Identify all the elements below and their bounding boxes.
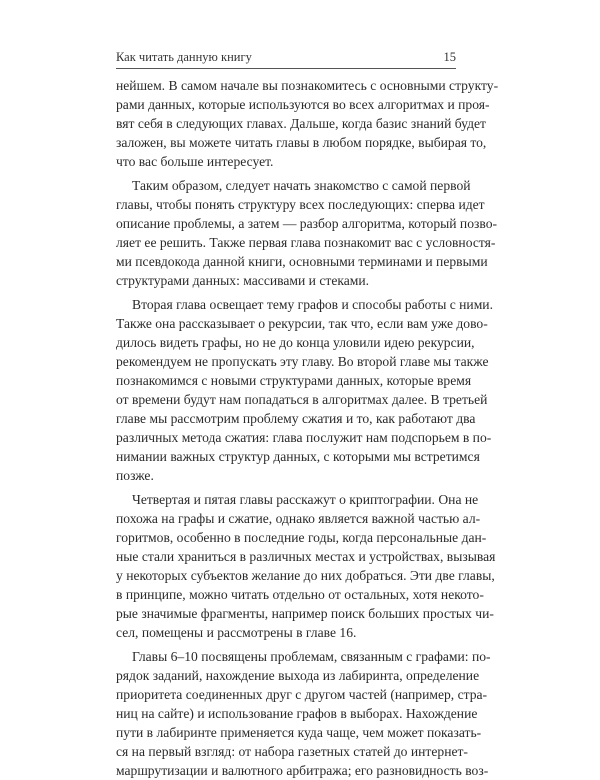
text-line: заложен, вы можете читать главы в любом порядке, выбирая то, (116, 135, 487, 150)
text-line: ми псевдокода данной книги, основными терминами и первыми (116, 254, 488, 269)
text-line: главы, чтобы понять структуру всех последующих: сперва идет (116, 197, 485, 212)
text-line: похожа на графы и сжатие, однако является важной частью ал- (116, 511, 481, 526)
paragraph (116, 647, 491, 780)
text-line: позже. (116, 468, 154, 483)
text-line: в принципе, можно читать отдельно от остальных, хотя некото- (116, 587, 484, 602)
text-line: рекомендуем не пропускать эту главу. Во второй главе мы также (116, 354, 489, 369)
text-line: от времени будут нам попадаться в алгоритмах далее. В третьей (116, 392, 488, 407)
text-line: Также она рассказывает о рекурсии, так что, если вам уже дово- (116, 316, 488, 331)
paragraph (116, 295, 493, 485)
text-line: познакомимся с новыми структурами данных, которые время (116, 373, 472, 388)
text-line: различных метода сжатия: глава послужит нам подспорьем в по- (116, 430, 492, 445)
body-text (116, 76, 499, 780)
text-line: маршрутизации и валютного арбитража; его разновидность воз- (116, 763, 489, 778)
text-line: ляет ее решить. Также первая глава познакомит вас с условностя- (116, 235, 496, 250)
text-line: Таким образом, следует начать знакомство с самой первой (132, 178, 471, 193)
text-line: рые значимые фрагменты, например поиск больших простых чи- (116, 606, 494, 621)
text-line: ные стали храниться в различных местах и устройствах, вызывая (116, 549, 496, 564)
paragraph (116, 76, 499, 171)
text-line: рами данных, которые используются во всех алгоритмах и проя- (116, 97, 490, 112)
paragraph (116, 176, 498, 290)
running-header (116, 50, 456, 70)
text-line: структурами данных: массивами и стеками. (116, 273, 370, 288)
text-line: вят себя в следующих главах. Дальше, когда базис знаний будет (116, 116, 486, 131)
text-line: рядок заданий, нахождение выхода из лабиринта, определение (116, 668, 480, 683)
text-line: приоритета соединенных друг с другом частей (например, стра- (116, 687, 488, 702)
text-line: Главы 6–10 посвящены проблемам, связанным с графами: по- (132, 649, 491, 664)
text-line: Вторая глава освещает тему графов и способы работы с ними. (132, 297, 493, 312)
text-line: пути в лабиринте применяется куда чаще, чем может показать- (116, 725, 482, 740)
text-line: главе мы рассмотрим проблему сжатия и то, как работают два (116, 411, 476, 426)
text-line: ся на первый взгляд: от набора газетных статей до интернет- (116, 744, 468, 759)
header-divider (116, 68, 456, 69)
page-number: 15 (443, 50, 456, 64)
text-line: ниц на сайте) и использование графов в выборах. Нахождение (116, 706, 478, 721)
text-line: что вас больше интересует. (116, 154, 274, 169)
text-line: нимании важных структур данных, с которыми мы встретимся (116, 449, 480, 464)
running-header-title: Как читать данную книгу (116, 50, 252, 64)
text-line: горитмов, особенно в последние годы, когда персональные дан- (116, 530, 487, 545)
text-line: сел, помещены и рассмотрены в главе 16. (116, 625, 357, 640)
text-line: Четвертая и пятая главы расскажут о криптографии. Она не (132, 492, 479, 507)
text-line: дилось видеть графы, но не до конца уловили идею рекурсии, (116, 335, 475, 350)
text-line: описание проблемы, а затем — разбор алгоритма, который позво- (116, 216, 498, 231)
paragraph (116, 490, 496, 642)
text-line: у некоторых субъектов желание до них добраться. Эти две главы, (116, 568, 495, 583)
text-line: нейшем. В самом начале вы познакомитесь с основными структу- (116, 78, 499, 93)
